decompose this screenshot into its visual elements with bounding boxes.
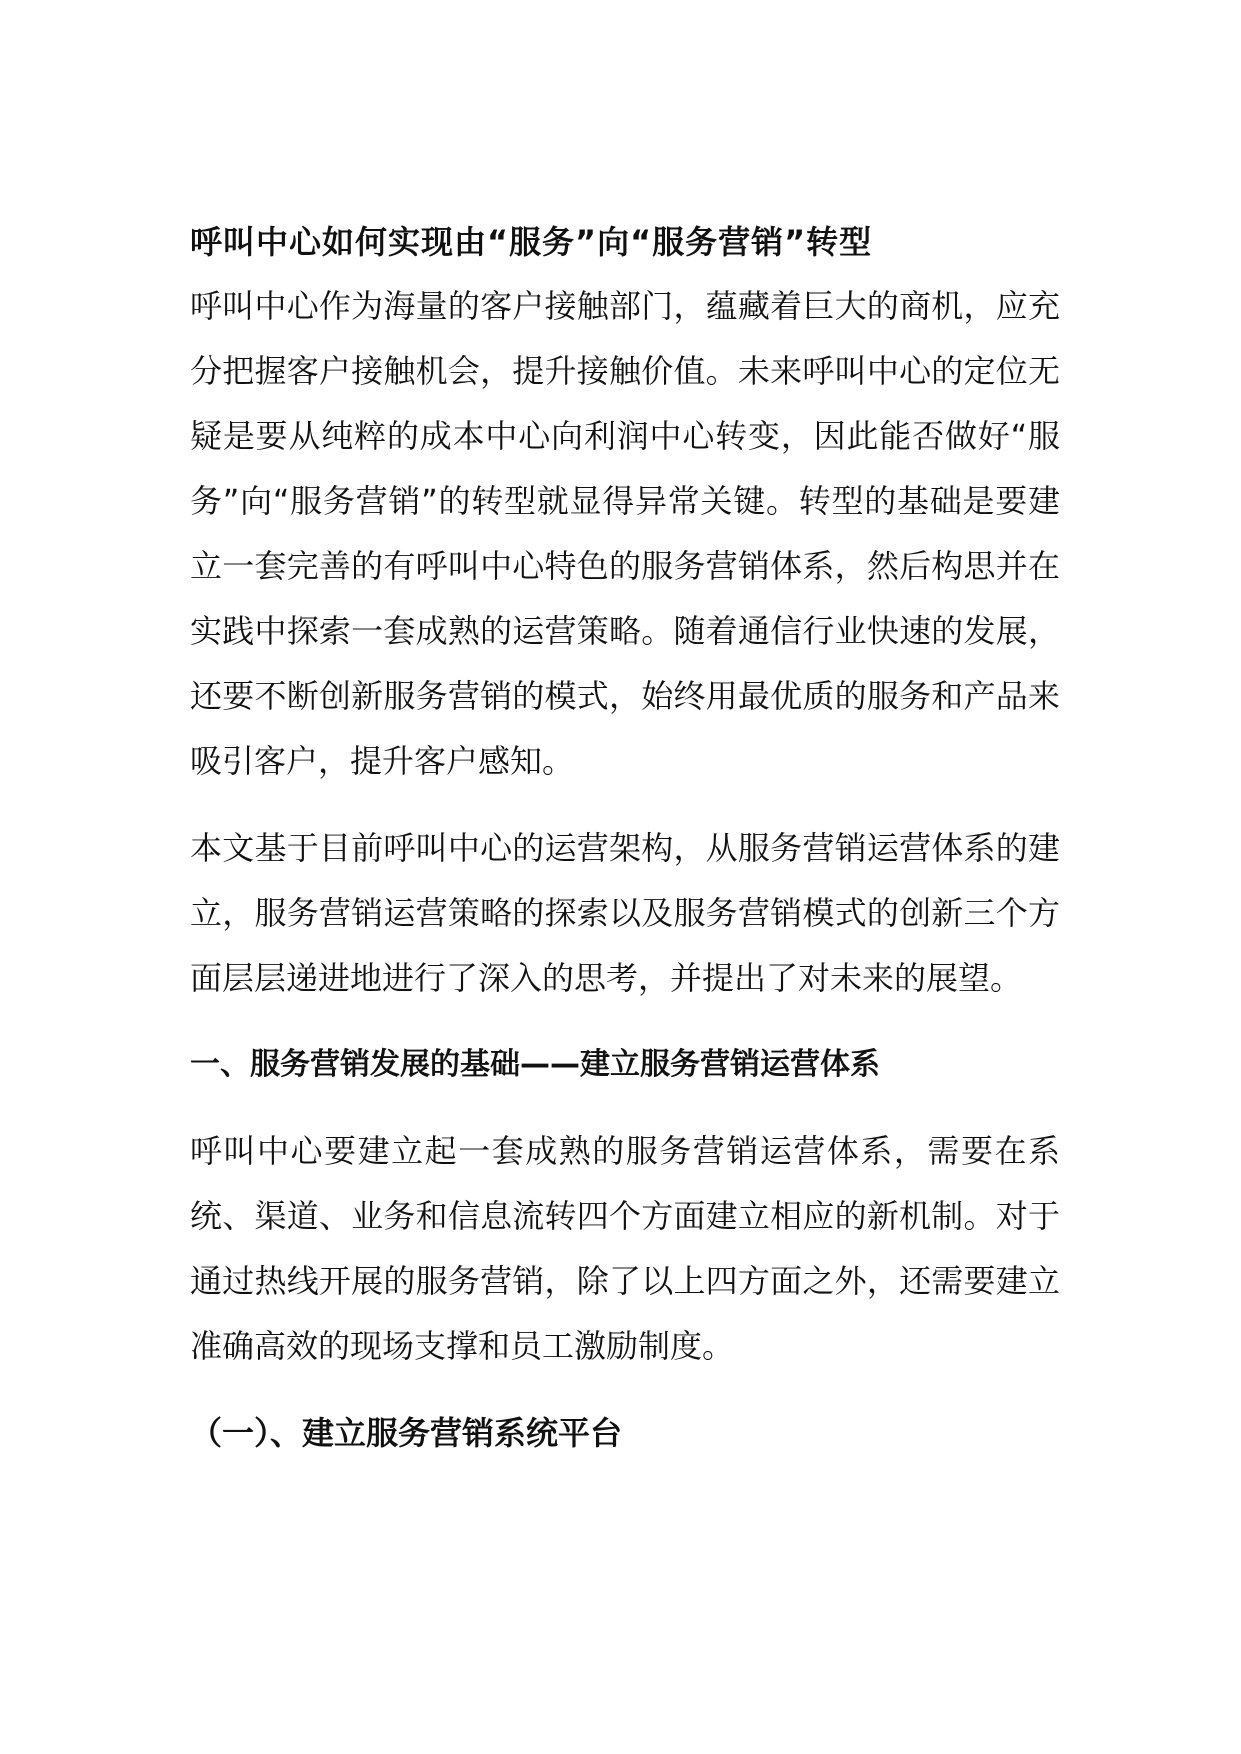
- intro-paragraph-1: 呼叫中心作为海量的客户接触部门，蕴藏着巨大的商机，应充分把握客户接触机会，提升接触价值。未来呼叫中心的定位无疑是要从纯粹的成本中心向利润中心转变，因此能否做好“服务”向“服务营销”的转型就显得异常关键。转型的基础是要建立一套完善的有呼叫中心特色的服务营销体系，然后构思并在实践中探索一套成熟的运营策略。随着通信行业快速的发展，还要不断创新服务营销的模式，始终用最优质的服务和产品来吸引客户，提升客户感知。: [190, 287, 1060, 780]
- section-heading-1: 一、服务营销发展的基础——建立服务营销运营体系: [190, 1047, 880, 1082]
- document-title: 呼叫中心如何实现由“服务”向“服务营销”转型: [190, 223, 873, 261]
- section-1-paragraph: 呼叫中心要建立起一套成熟的服务营销运营体系，需要在系统、渠道、业务和信息流转四个方面建立相应的新机制。对于通过热线开展的服务营销，除了以上四方面之外，还需要建立准确高效的现场支撑和员工激励制度。: [190, 1132, 1060, 1365]
- subsection-heading-1: （一）、建立服务营销系统平台: [190, 1414, 623, 1452]
- document-body: [190, 210, 1060, 1465]
- intro-paragraph-2: 本文基于目前呼叫中心的运营架构，从服务营销运营体系的建立，服务营销运营策略的探索以及服务营销模式的创新三个方面层层递进地进行了深入的思考，并提出了对未来的展望。: [190, 829, 1060, 997]
